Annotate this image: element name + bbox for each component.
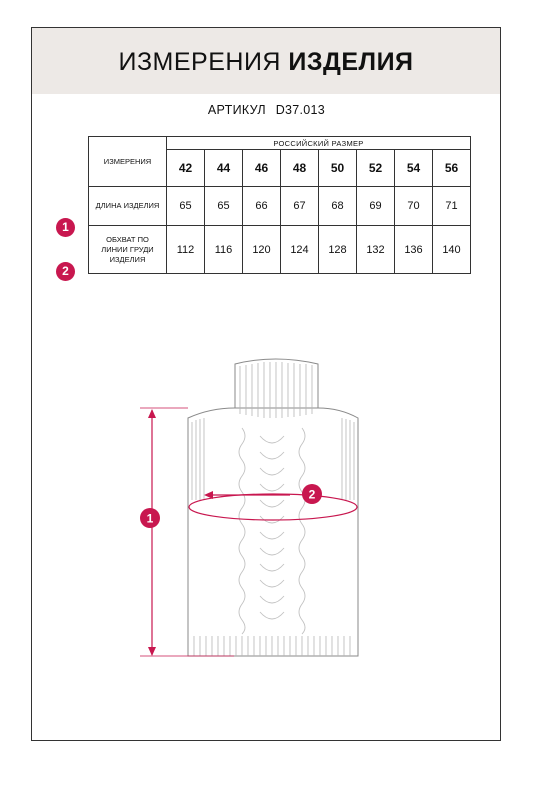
size-header: 52	[357, 150, 395, 187]
table-cell: 132	[357, 226, 395, 274]
size-table	[88, 136, 471, 274]
diagram-marker-length	[140, 508, 160, 528]
size-header: 56	[433, 150, 471, 187]
size-header: 46	[243, 150, 281, 187]
table-cell: 128	[319, 226, 357, 274]
header-band	[32, 28, 500, 94]
table-cell: 136	[395, 226, 433, 274]
page-title	[32, 48, 500, 77]
table-cell: 68	[319, 187, 357, 226]
row-label-line: ЛИНИИ ГРУДИ	[101, 244, 154, 254]
diagram-marker-chest	[302, 484, 322, 504]
table-cell: 65	[205, 187, 243, 226]
table-cell: 71	[433, 187, 471, 226]
table-cell: 120	[243, 226, 281, 274]
size-header: 44	[205, 150, 243, 187]
row-label-line: ОБХВАТ ПО	[106, 234, 149, 244]
row-label-chest	[89, 226, 167, 274]
row-label-line: ИЗДЕЛИЯ	[109, 254, 146, 264]
table-corner-label: ИЗМЕРЕНИЯ	[89, 137, 167, 187]
table-cell: 66	[243, 187, 281, 226]
size-header: 54	[395, 150, 433, 187]
table-cell: 65	[167, 187, 205, 226]
table-cell: 67	[281, 187, 319, 226]
size-header: 50	[319, 150, 357, 187]
size-header: 42	[167, 150, 205, 187]
article-code: D37.013	[275, 103, 326, 117]
marker-length: 1	[56, 218, 75, 237]
diagram-marker-length-text: 1	[146, 511, 154, 526]
table-cell: 140	[433, 226, 471, 274]
table-cell: 70	[395, 187, 433, 226]
title-bold: ИЗДЕЛИЯ	[288, 48, 414, 76]
size-header: 48	[281, 150, 319, 187]
article-label: АРТИКУЛ	[207, 103, 266, 117]
table-cell: 116	[205, 226, 243, 274]
garment-diagram	[130, 352, 370, 664]
vest-outline-icon	[188, 359, 358, 656]
size-group-header: РОССИЙСКИЙ РАЗМЕР	[167, 137, 471, 150]
marker-chest: 2	[56, 262, 75, 281]
table-row	[89, 187, 471, 226]
table-cell: 69	[357, 187, 395, 226]
diagram-marker-chest-text: 2	[308, 487, 316, 502]
title-light: ИЗМЕРЕНИЯ	[118, 48, 281, 76]
table-cell: 124	[281, 226, 319, 274]
row-label-length: ДЛИНА ИЗДЕЛИЯ	[89, 187, 167, 226]
table-cell: 112	[167, 226, 205, 274]
table-row	[89, 226, 471, 274]
article-line	[0, 103, 533, 117]
